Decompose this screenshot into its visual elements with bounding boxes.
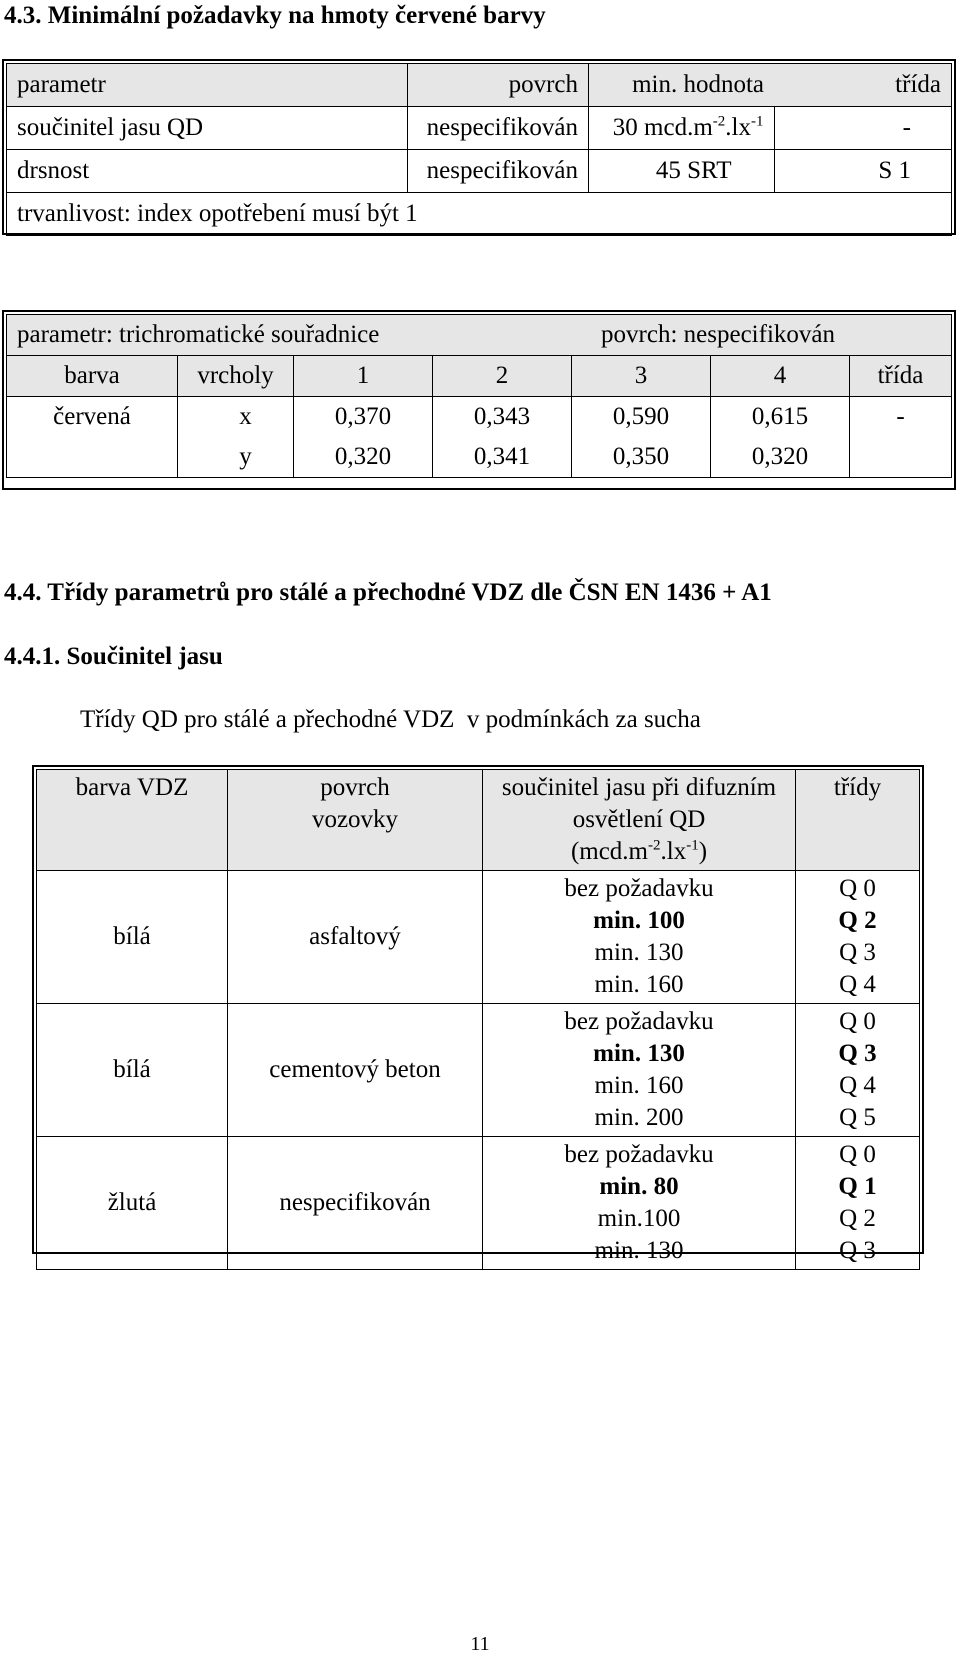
value-line: min. 160	[594, 1072, 684, 1099]
class-line: Q 0	[839, 1141, 876, 1168]
table3-values	[483, 871, 796, 1004]
table3-classes	[796, 1004, 920, 1137]
table1-cell-hodnota	[589, 107, 775, 150]
table2-cell: 0,350	[572, 437, 711, 478]
table-row	[37, 1004, 920, 1137]
table-row	[7, 397, 952, 438]
exponent: -1	[751, 113, 764, 130]
table-row	[7, 193, 952, 236]
table3-classes	[796, 1137, 920, 1270]
value-line: min. 130	[594, 1237, 684, 1264]
table1-cell: 45 SRT	[589, 150, 775, 193]
class-line: Q 3	[839, 1237, 876, 1264]
table1-cell: nespecifikován	[408, 107, 589, 150]
table2-cell: 0,370	[294, 397, 433, 438]
table3-barva: bílá	[37, 871, 228, 1004]
table3-classes	[796, 871, 920, 1004]
table-minimal-requirements	[6, 63, 952, 236]
table2-cell: 0,320	[711, 437, 850, 478]
header-line-unit	[489, 836, 789, 868]
table-row	[37, 770, 920, 871]
table3-header-barva: barva VDZ	[37, 770, 228, 871]
table3-header-povrch	[228, 770, 483, 871]
table1-header-parametr: parametr	[7, 64, 408, 107]
value-line: min. 130	[594, 939, 684, 966]
value-line: min. 130	[593, 1040, 685, 1067]
table2-header: 2	[433, 356, 572, 397]
table-qd-classes	[36, 769, 920, 1270]
table1-cell-trvanlivost: trvanlivost: index opotřebení musí být 1	[7, 193, 952, 236]
table1-cell: -	[774, 107, 952, 150]
class-line: Q 4	[839, 971, 876, 998]
section-4-4-1-heading: 4.4.1. Součinitel jasu	[4, 643, 223, 670]
table2-header: 1	[294, 356, 433, 397]
value-line: min.100	[597, 1205, 681, 1232]
table2-cell: 0,590	[572, 397, 711, 438]
table2-header: třída	[850, 356, 952, 397]
section-4-3-heading: 4.3. Minimální požadavky na hmoty červené barvy	[4, 2, 546, 29]
table2-cell: 0,320	[294, 437, 433, 478]
table2-header: vrcholy	[178, 356, 294, 397]
table1-header-hodnota: min. hodnota	[589, 64, 775, 107]
value-line: min. 160	[594, 971, 684, 998]
exponent: -2	[648, 837, 661, 854]
section-4-4-heading: 4.4. Třídy parametrů pro stálé a přechodné VDZ dle ČSN EN 1436 + A1	[4, 579, 772, 606]
table3-povrch: asfaltový	[228, 871, 483, 1004]
header-line: povrch	[320, 774, 390, 801]
table3-povrch: nespecifikován	[228, 1137, 483, 1270]
unit-part: )	[698, 838, 708, 865]
table-row	[7, 64, 952, 107]
value-line: bez požadavku	[564, 1141, 714, 1168]
table3-barva: žlutá	[37, 1137, 228, 1270]
table2-trida: -	[850, 397, 952, 438]
table-row	[7, 315, 952, 356]
table2-header: barva	[7, 356, 178, 397]
table2-header: 4	[711, 356, 850, 397]
unit-part: .lx	[660, 838, 687, 865]
table1-cell: drsnost	[7, 150, 408, 193]
exponent: -2	[712, 113, 726, 130]
table2-header: 3	[572, 356, 711, 397]
table-row	[7, 150, 952, 193]
table2-barva: červená	[7, 397, 178, 438]
table3-header-soucinitel	[483, 770, 796, 871]
table2-cell: 0,341	[433, 437, 572, 478]
unit-part: (mcd.m	[570, 838, 649, 865]
value-line: min. 80	[599, 1173, 679, 1200]
table3-header-tridy: třídy	[796, 770, 920, 871]
value-line: bez požadavku	[564, 875, 714, 902]
class-line: Q 2	[838, 907, 877, 934]
table-row	[7, 437, 952, 478]
table-row	[37, 871, 920, 1004]
table2-title-left: parametr: trichromatické souřadnice	[7, 315, 572, 356]
table-row	[7, 107, 952, 150]
table3-values	[483, 1004, 796, 1137]
table2-cell: 0,343	[433, 397, 572, 438]
class-line: Q 0	[839, 1008, 876, 1035]
table3-values	[483, 1137, 796, 1270]
table3-barva: bílá	[37, 1004, 228, 1137]
page-number: 11	[470, 1633, 490, 1655]
table3-povrch: cementový beton	[228, 1004, 483, 1137]
table1-header-trida: třída	[774, 64, 952, 107]
header-line: osvětlení QD	[572, 806, 706, 833]
class-line: Q 3	[838, 1040, 877, 1067]
table-row	[37, 1137, 920, 1270]
value-line: min. 200	[594, 1104, 684, 1131]
table2-title-right: povrch: nespecifikován	[572, 315, 952, 356]
class-line: Q 1	[838, 1173, 877, 1200]
table1-cell: nespecifikován	[408, 150, 589, 193]
class-line: Q 3	[839, 939, 876, 966]
table1-cell: součinitel jasu QD	[7, 107, 408, 150]
class-line: Q 4	[839, 1072, 876, 1099]
table1-cell: S 1	[774, 150, 952, 193]
table2-cell: 0,615	[711, 397, 850, 438]
table1-header-povrch: povrch	[408, 64, 589, 107]
value-base: 30 mcd.m	[612, 114, 713, 141]
class-line: Q 0	[839, 875, 876, 902]
table-row	[7, 356, 952, 397]
table-trichromatic	[6, 314, 952, 478]
value-unit: .lx	[725, 114, 751, 141]
value-line: min. 100	[593, 907, 685, 934]
header-line: součinitel jasu při difuzním	[501, 774, 777, 801]
class-line: Q 5	[839, 1104, 876, 1131]
exponent: -1	[686, 837, 699, 854]
table3-caption: Třídy QD pro stálé a přechodné VDZ v podmínkách za sucha	[80, 706, 701, 733]
table2-x-label: x	[178, 397, 294, 438]
header-line: vozovky	[311, 806, 399, 833]
table2-y-label: y	[178, 437, 294, 478]
class-line: Q 2	[839, 1205, 876, 1232]
value-line: bez požadavku	[564, 1008, 714, 1035]
